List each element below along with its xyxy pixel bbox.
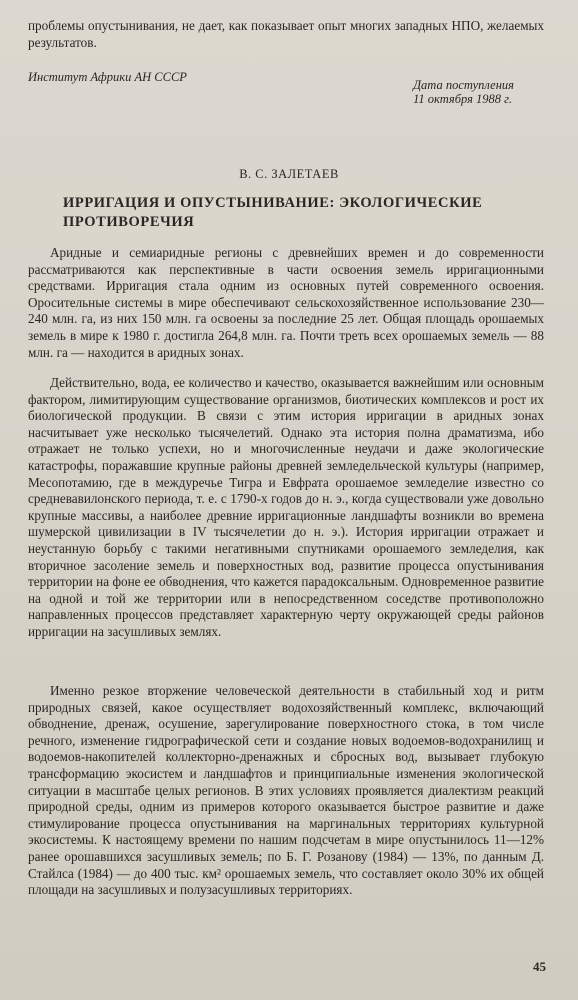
paragraph-text: Аридные и семиаридные регионы с древнейших времен и до современности рассматриваются как перспективные в части освоения земель ирригационными средствами. Ирригация стала одним из основных путей современного освоения. Оросительные системы в мире обеспечивают сельскохозяйственное использование 230—240 млн. га, из них 150 млн. га освоены за последние 25 лет. Общая площадь орошаемых земель в мире к 1980 г. достигла 264,8 млн. га. Почти треть всех орошаемых земель — 88 млн. га — находится в аридных зонах. bbox=[28, 245, 544, 360]
received-date bbox=[413, 78, 514, 106]
affiliation: Институт Африки АН СССР bbox=[28, 70, 187, 84]
previous-article-ending bbox=[28, 18, 544, 51]
paragraph-text: Именно резкое вторжение человеческой деятельности в стабильный ход и ритм природных связей, какое осуществляет водохозяйственный комплекс, включающий обводнение, дренаж, осушение, зарегулирование поверхностного стока, в том числе речного, изменение гидрографической сети и создание новых водоемов-водохранилищ и водоемов-накопителей коллекторно-дренажных и сбросных вод, вызывает глубокую трансформацию экосистем и ландшафтов и принципиальные изменения экологической ситуации в масштабе целых регионов. В этих условиях проявляется диалектизм реакций природной среды, одним из примеров которого оказывается быстрое развитие и даже стимулирование процесса опустынивания на маргинальных территориях культурной экосистемы. К настоящему времени по нашим подсчетам в мире опустынилось 11—12% ранее орошавшихся засушливых земель; по Б. Г. Розанову (1984) — 13%, по данным Д. Стайлса (1984) — до 400 тыс. км² орошаемых земель, что составляет около 30% их общей площади на засушливых и полузасушливых территориях. bbox=[28, 683, 544, 898]
received-date-label: Дата поступления bbox=[413, 78, 514, 92]
affiliation-row bbox=[28, 70, 544, 110]
previous-article-text: проблемы опустынивания, не дает, как показывает опыт многих западных НПО, желаемых результатов. bbox=[28, 18, 544, 50]
paragraph-2 bbox=[28, 375, 544, 641]
article-title: ИРРИГАЦИЯ И ОПУСТЫНИВАНИЕ: ЭКОЛОГИЧЕСКИЕ ПРОТИВОРЕЧИЯ bbox=[63, 195, 483, 230]
paragraph-1 bbox=[28, 245, 544, 361]
paragraph-3 bbox=[28, 683, 544, 899]
received-date-value: 11 октября 1988 г. bbox=[413, 92, 512, 106]
paragraph-text: Действительно, вода, ее количество и качество, оказывается важнейшим или основным фактором, лимитирующим существование организмов, биотических комплексов и рост их биологической продукции. В связи с этим история ирригации в аридных зонах насчитывает уже несколько тысячелетий. Однако эта история полна драматизма, ибо отражает не только успехи, но и многочисленные неудачи и даже экологические катастрофы, поражавшие крупные районы древней земледельческой культуры (например, Месопотамию, где в междуречье Тигра и Евфрата орошаемое земледелие известно со средневавилонского периода, т. е. с 1790-х годов до н. э., когда существовали уже довольно крупные массивы, а наиболее древние ирригационные ландшафты возникли во времена шумерской цивилизации в IV тысячелетии до н. э.). История ирригации отражает и неустанную борьбу с такими негативными спутниками орошаемого земледелия, как вторичное засоление земель и поверхностных вод, развитие процесса опустынивания территории на фоне ее обводнения, что кажется парадоксальным. Одновременное развитие на одной и той же территории или в непосредственном соседстве противоположно направленных процессов представляет характерную черту окружающей среды районов ирригации на засушливых землях. bbox=[28, 375, 544, 639]
author-name: В. С. ЗАЛЕТАЕВ bbox=[239, 167, 339, 181]
page-number: 45 bbox=[533, 959, 546, 974]
